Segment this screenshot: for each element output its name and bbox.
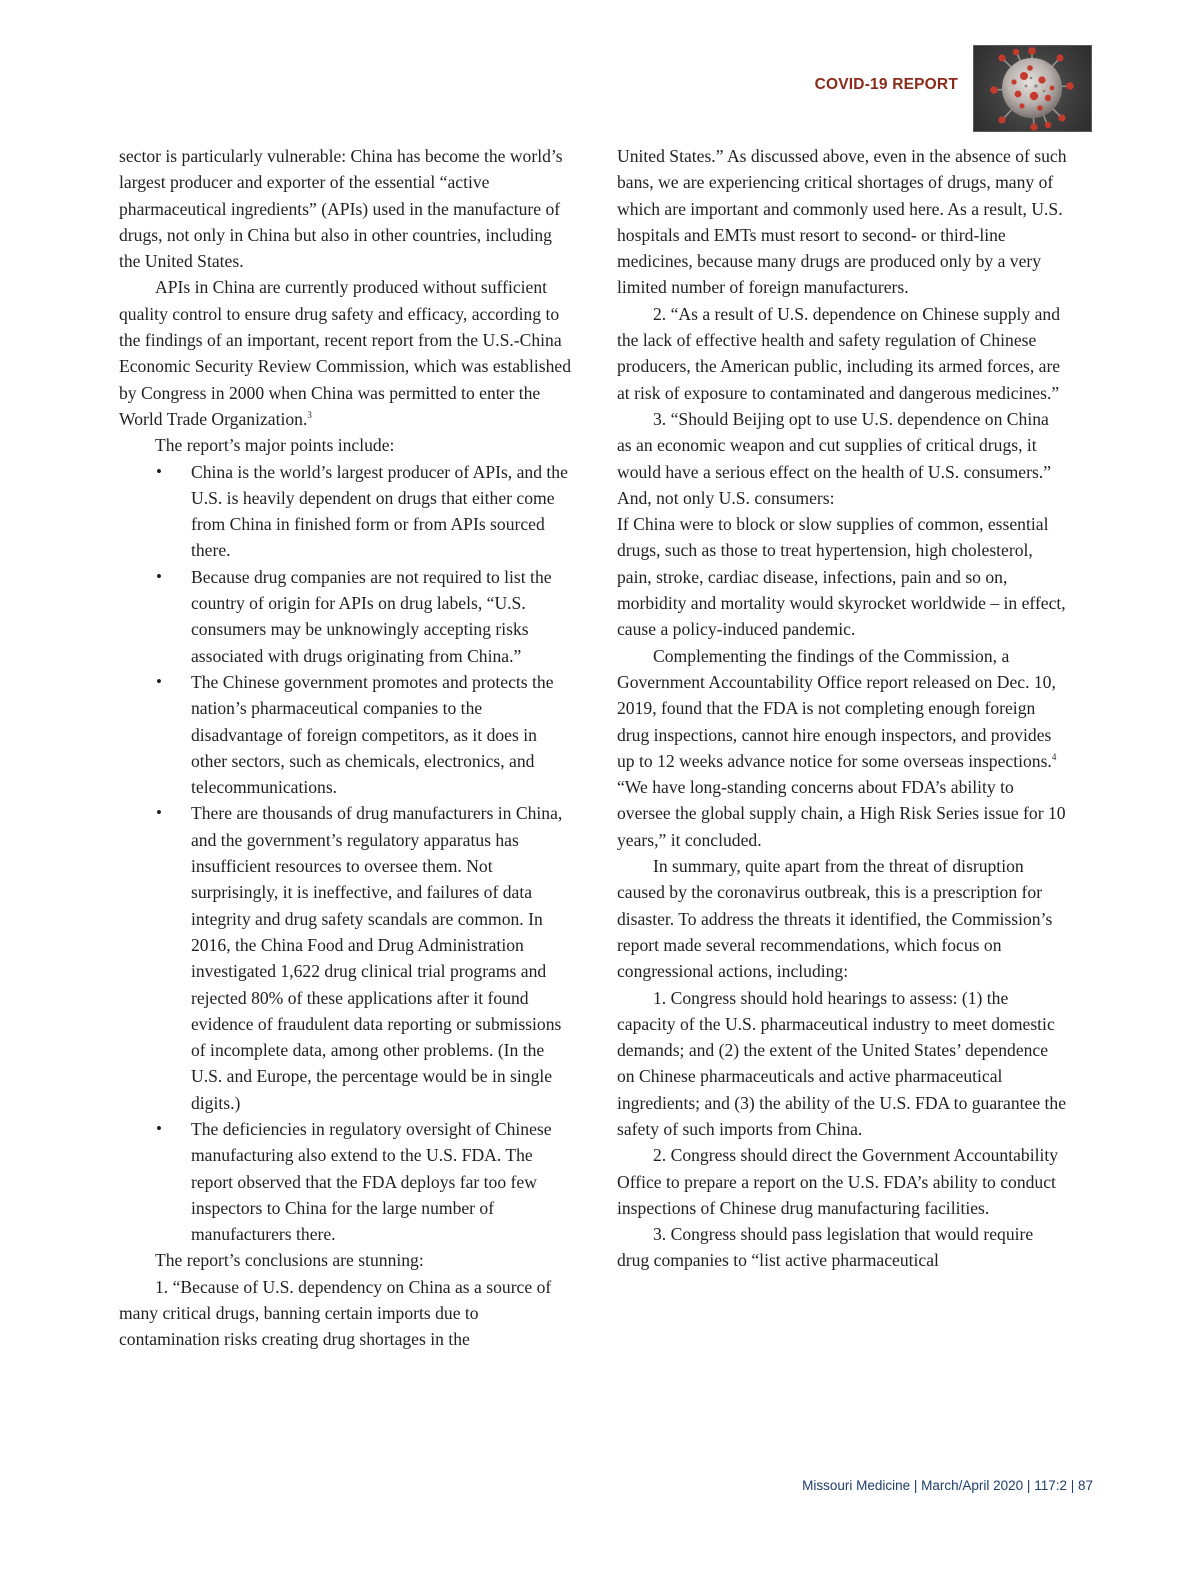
list-item-text: The Chinese government promotes and protects the nation’s pharmaceutical companies to the disadvantage of foreign competitors, as it does in other sectors, such as chemicals, electronics, and telecommunications.: [191, 671, 554, 798]
paragraph-apis: [119, 274, 571, 432]
bullet-icon: •: [156, 461, 162, 481]
list-item: [119, 800, 571, 1116]
coronavirus-image: [973, 45, 1092, 132]
footnote-3: 3: [307, 409, 312, 420]
list-item-text: Because drug companies are not required to list the country of origin for APIs on drug labels, “U.S. consumers may be unknowingly accepting risks associated with drugs originating from China.”: [191, 566, 552, 666]
list-item: [119, 564, 571, 669]
paragraph-conclusion-2: 2. “As a result of U.S. dependence on Chinese supply and the lack of effective health and safety regulation of Chinese producers, the American public, including its armed forces, are at risk of exposure to contaminated and dangerous medicines.”: [617, 303, 1061, 403]
list-item-text: The deficiencies in regulatory oversight of Chinese manufacturing also extend to the U.S. FDA. The report observed that the FDA deploys far too few inspectors to China for the large number of manufacturers there.: [191, 1118, 552, 1245]
paragraph-intro: sector is particularly vulnerable: China has become the world’s largest producer and exporter of the essential “active pharmaceutical ingredients” (APIs) used in the manufacture of drugs, not only in China but also in other countries, including the United States.: [119, 146, 563, 272]
paragraph-apis-text: APIs in China are currently produced without sufficient quality control to ensure drug safety and efficacy, according to the findings of an important, recent report from the U.S.-China Economic Security Review Commission, which was established by Congress in 2000 when China was permitted to enter the World Trade Organization.: [119, 277, 571, 429]
bullet-icon: •: [156, 566, 162, 586]
bullet-icon: •: [156, 803, 162, 823]
list-item-text: China is the world’s largest producer of APIs, and the U.S. is heavily dependent on drugs that either come from China in finished form or from APIs sourced there.: [191, 461, 568, 561]
paragraph-conclusions: The report’s conclusions are stunning:: [155, 1250, 424, 1271]
paragraph-recommendation-1: 1. Congress should hold hearings to assess: (1) the capacity of the U.S. pharmaceutical industry to meet domestic demands; and (2) the extent of the United States’ dependence on Chinese pharmaceuticals and active pharmaceutical ingredients; and (3) the ability of the U.S. FDA to guarantee the safety of such imports from China.: [617, 987, 1067, 1139]
major-points-list: [119, 459, 571, 1248]
list-item: [119, 1116, 571, 1247]
footnote-4: 4: [1051, 751, 1057, 762]
section-label: COVID-19 REPORT: [814, 76, 958, 93]
paragraph-continuation: United States.” As discussed above, even in the absence of such bans, we are experiencing critical shortages of drugs, many of which are important and commonly used here. As a result, U.S. hospitals and EMTs must resort to second- or third-line medicines, because many drugs are produced only by a very limited number of foreign manufacturers.: [617, 146, 1067, 298]
list-item: [119, 669, 571, 800]
paragraph-conclusion-1: 1. “Because of U.S. dependency on China as a source of many critical drugs, banning certain imports due to contamination risks creating drug shortages in the: [119, 1276, 552, 1350]
paragraph-gao-text-b: “We have long-standing concerns about FDA’s ability to oversee the global supply chain, a High Risk Series issue for 10 years,” it concluded.: [617, 777, 1066, 850]
paragraph-summary: In summary, quite apart from the threat of disruption caused by the coronavirus outbreak, this is a prescription for disaster. To address the threats it identified, the Commission’s report made several recommendations, which focus on congressional actions, including:: [617, 856, 1053, 982]
paragraph-recommendation-2: 2. Congress should direct the Government Accountability Office to prepare a report on the U.S. FDA’s ability to conduct inspections of Chinese drug manufacturing facilities.: [617, 1145, 1059, 1218]
paragraph-if-china: If China were to block or slow supplies of common, essential drugs, such as those to treat hypertension, high cholesterol, pain, stroke, cardiac disease, infections, pain and so on, morbidity and mortality would skyrocket worldwide – in effect, cause a policy-induced pandemic.: [617, 514, 1066, 640]
list-item-text: There are thousands of drug manufacturers in China, and the government’s regulatory apparatus has insufficient resources to oversee them. Not surprisingly, it is ineffective, and failures of data integrity and drug safety scandals are common. In 2016, the China Food and Drug Administration investigated 1,622 drug clinical trial programs and rejected 80% of these applications after it found evidence of fraudulent data reporting or submissions of incomplete data, among other problems. (In the U.S. and Europe, the percentage would be in single digits.): [191, 803, 563, 1113]
right-column: [617, 143, 1067, 1274]
coronavirus-illustration-icon: [974, 46, 1091, 131]
page-footer: Missouri Medicine | March/April 2020 | 117:2 | 87: [802, 1478, 1093, 1493]
paragraph-major-points: The report’s major points include:: [155, 435, 395, 456]
list-item: [119, 459, 571, 564]
bullet-icon: •: [156, 671, 162, 691]
paragraph-conclusion-3: 3. “Should Beijing opt to use U.S. dependence on China as an economic weapon and cut supplies of critical drugs, it would have a serious effect on the health of U.S. consumers.” And, not only U.S. consumers:: [617, 408, 1052, 508]
paragraph-gao-text-a: Complementing the findings of the Commission, a Government Accountability Office report released on Dec. 10, 2019, found that the FDA is not completing enough foreign drug inspections, cannot hire enough inspectors, and provides up to 12 weeks advance notice for some overseas inspections.: [617, 645, 1056, 771]
bullet-icon: •: [156, 1118, 162, 1138]
left-column: [119, 143, 571, 1353]
paragraph-gao-report: [617, 643, 1067, 853]
paragraph-recommendation-3: 3. Congress should pass legislation that would require drug companies to “list active pharmaceutical: [617, 1224, 1034, 1271]
